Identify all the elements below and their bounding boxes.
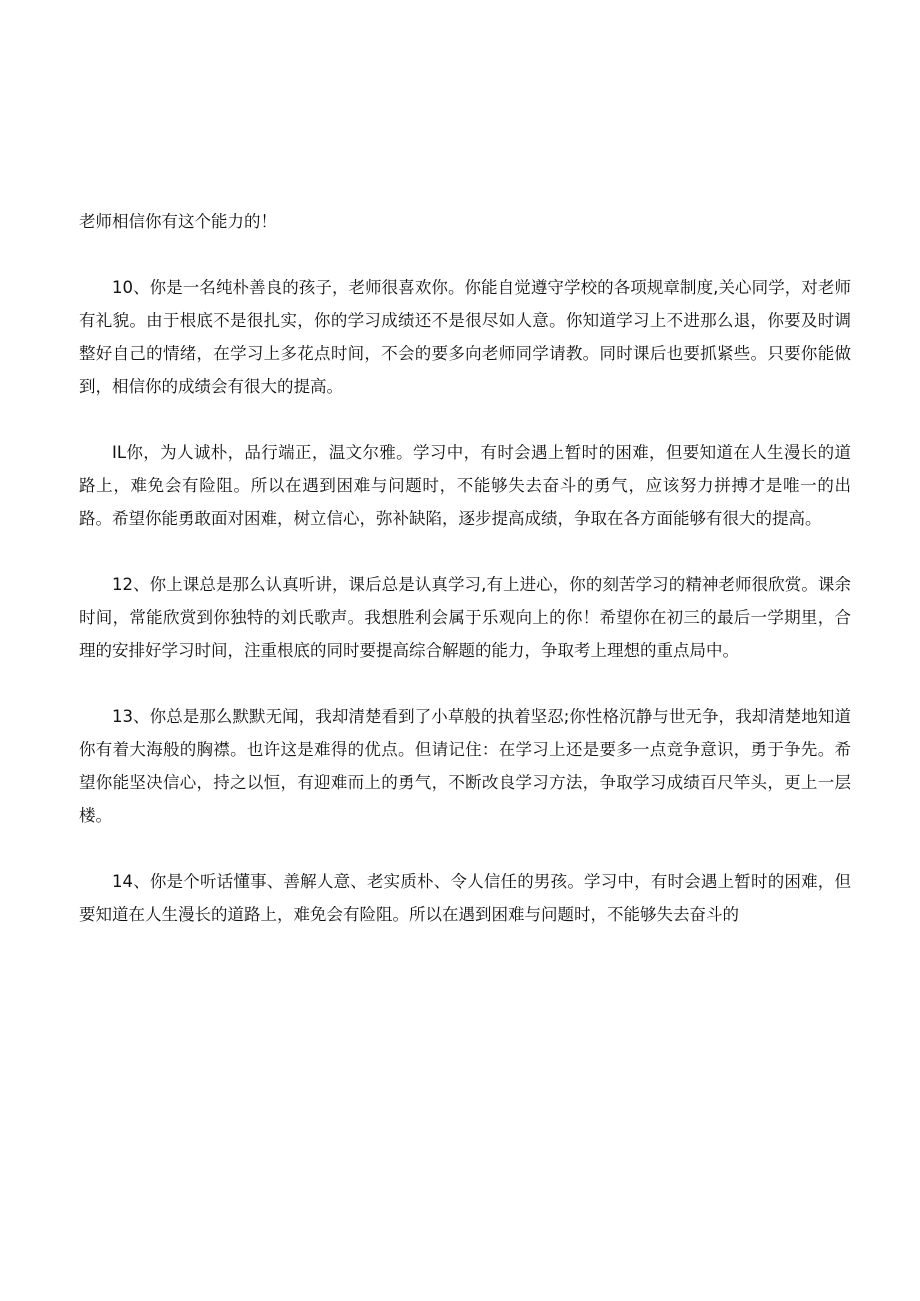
document-body [79, 205, 851, 964]
paragraph-comment-13: 13、你总是那么默默无闻，我却清楚看到了小草般的执着坚忍;你性格沉静与世无争，我却清楚地知道你有着大海般的胸襟。也许这是难得的优点。但请记住：在学习上还是要多一点竞争意识，勇于争先。希望你能坚决信心，持之以恒，有迎难而上的勇气，不断改良学习方法，争取学习成绩百尺竿头，更上一层楼。 [79, 707, 851, 825]
paragraph-continued: 老师相信你有这个能力的！ [79, 212, 277, 231]
paragraph-comment-11: IL你，为人诚朴，品行端正，温文尔雅。学习中，有时会遇上暂时的困难，但要知道在人生漫长的道路上，难免会有险阻。所以在遇到困难与问题时，不能够失去奋斗的勇气，应该努力拼搏才是唯一的出路。希望你能勇敢面对困难，树立信心，弥补缺陷，逐步提高成绩，争取在各方面能够有很大的提高。 [79, 443, 851, 528]
paragraph-comment-12: 12、你上课总是那么认真听讲，课后总是认真学习,有上进心，你的刻苦学习的精神老师很欣赏。课余时间，常能欣赏到你独特的刘氏歌声。我想胜利会属于乐观向上的你！希望你在初三的最后一学期里，合理的安排好学习时间，注重根底的同时要提高综合解题的能力，争取考上理想的重点局中。 [79, 575, 851, 660]
paragraph-comment-14: 14、你是个听话懂事、善解人意、老实质朴、令人信任的男孩。学习中，有时会遇上暂时的困难，但要知道在人生漫长的道路上，难免会有险阻。所以在遇到困难与问题时，不能够失去奋斗的 [79, 872, 851, 924]
paragraph-comment-10: 10、你是一名纯朴善良的孩子，老师很喜欢你。你能自觉遵守学校的各项规章制度,关心同学，对老师有礼貌。由于根底不是很扎实，你的学习成绩还不是很尽如人意。你知道学习上不进那么退，你要及时调整好自己的情绪，在学习上多花点时间，不会的要多向老师同学请教。同时课后也要抓紧些。只要你能做到，相信你的成绩会有很大的提高。 [79, 278, 851, 396]
